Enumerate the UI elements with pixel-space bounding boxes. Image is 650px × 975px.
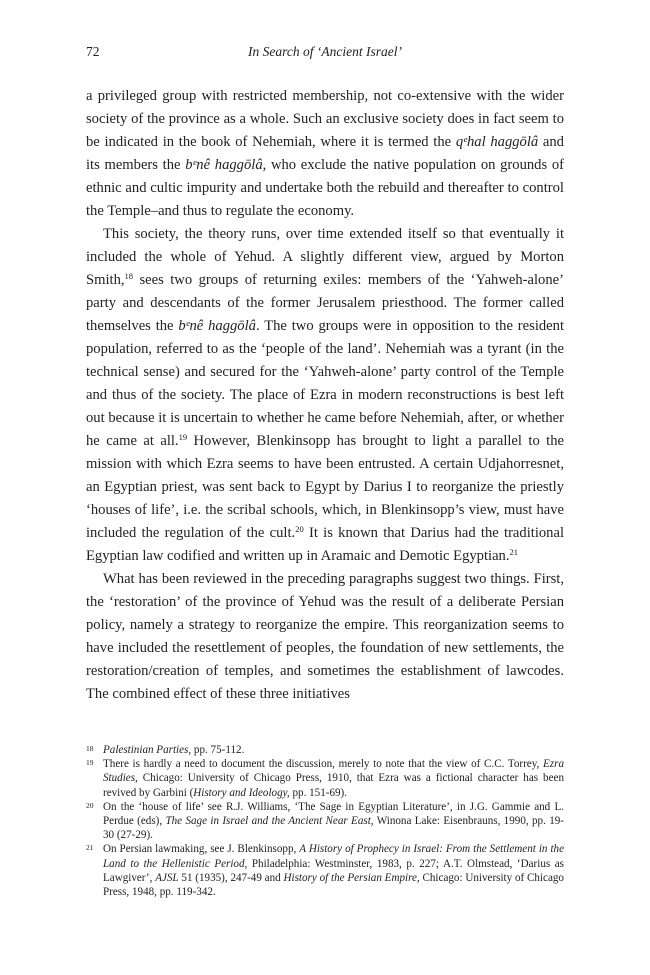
footnote-ref-18[interactable]: 18 [124, 271, 134, 281]
footnote-21: 21 On Persian lawmaking, see J. Blenkinsopp, A History of Prophecy in Israel: From the Settlement in the Land to the Hellenistic Period, Philadelphia: Westminster, 1983, p. 227; A.T. Olmstead, ‘Darius as Lawgiver’, AJSL 51 (1935), 247-49 and History of the Persian Empire, Chicago: University of Chicago Press, 1948, pp. 119-342. [86, 843, 564, 899]
footnote-number: 20 [86, 800, 94, 810]
running-title: In Search of ‘Ancient Israel’ [248, 44, 402, 59]
footnote-number: 19 [86, 758, 94, 768]
footnote-20: 20 On the ‘house of life’ see R.J. Williams, ‘The Sage in Egyptian Literature’, in J.G. Gammie and L. Perdue (eds), The Sage in Israel and the Ancient Near East, Winona Lake: Eisenbrauns, 1990, pp. 19-30 (27-29). [86, 800, 565, 842]
footnote-ref-20[interactable]: 20 [295, 524, 304, 534]
footnote-ref-21[interactable]: 21 [509, 547, 519, 557]
footnote-18: 18 Palestinian Parties, pp. 75-112. [86, 744, 245, 756]
footnote-number: 18 [86, 744, 94, 753]
footnotes [86, 743, 564, 899]
page-number: 72 [86, 44, 100, 59]
footnote-19: 19 There is hardly a need to document the discussion, merely to note that the view of C.C. Torrey, Ezra Studies, Chicago: University of Chicago Press, 1910, that Ezra was a fictional character has been revived by Garbini (History and Ideology, pp. 151-69). [86, 758, 564, 799]
footnote-ref-19[interactable]: 19 [178, 432, 188, 442]
paragraph-3: What has been reviewed in the preceding paragraphs suggest two things. First, the ‘restoration’ of the province of Yehud was the result of a deliberate Persian policy, namely a strategy to reorganize the empire. This reorganization seems to have included the resettlement of peoples, the foundation of new settlements, the restoration/creation of temples, and sometimes the establishment of lawcodes. The combined effect of these three initiatives [86, 571, 564, 702]
paragraph-1: a privileged group with restricted membership, not co-extensive with the wider society of the province as a whole. Such an exclusive society does in fact seem to be indicated in the book of Nehemiah, where it is termed the qᵉhal haggōlâ and its members the bᵉnê haggōlâ, who exclude the native population on grounds of ethnic and cultic impurity and undertake both the rebuild and thereafter to control the Temple–and thus to regulate the economy. [86, 88, 564, 219]
paragraph-2: This society, the theory runs, over time extended itself so that eventually it included the whole of Yehud. A slightly different view, argued by Morton Smith,$^{18}$ sees two groups of returning exiles: members of the ‘Yahweh-alone’ party and descendants of the former Jerusalem priesthood. The former called themselves the bᵉnê haggōlâ. The two groups were in opposition to the resident population, referred to as the ‘people of the land’. Nehemiah was a tyrant (in the technical sense) and secured for the ‘Yahweh-alone’ party control of the Temple and thus of the society. The place of Ezra in modern reconstructions is best left out because it is uncertain to whether he came before Nehemiah, after, or whether he came at all.$^{19}$ However, Blenkinsopp has brought to light a parallel to the mission with which Ezra seems to have been entrusted. A certain Udjahorresnet, an Egyptian priest, was sent back to Egypt by Darius I to reorganize the priestly ‘houses of life’, i.e. the scribal schools, which, in Blenkinsopp’s view, must have included the regulation of the cult.$^{20}$ It is known that Darius had the traditional Egyptian law codified and written up in Aramaic and Demotic Egyptian.$^{21}$ [86, 226, 564, 564]
page-header [86, 44, 564, 64]
footnote-number: 21 [86, 843, 94, 853]
body-text [86, 85, 564, 706]
